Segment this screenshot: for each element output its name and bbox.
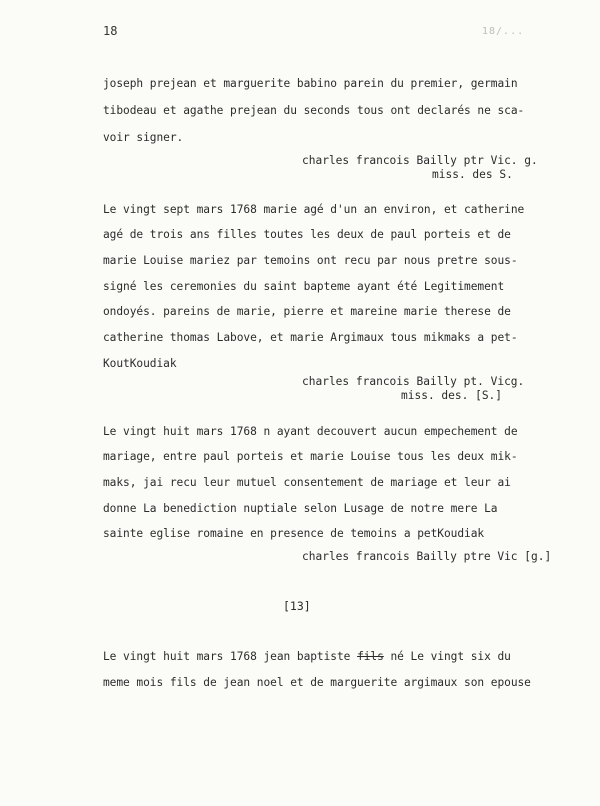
text-line: marie Louise mariez par temoins ont recu par nous pretre sous- bbox=[103, 254, 518, 267]
archive-stamp: 18/... bbox=[482, 26, 525, 37]
struck-word: fils bbox=[357, 650, 384, 663]
text-line bbox=[103, 650, 511, 663]
text-line: mariage, entre paul porteis et marie Louise tous les deux mik- bbox=[103, 450, 518, 463]
text-line: meme mois fils de jean noel et de marguerite argimaux son epouse bbox=[103, 676, 531, 689]
text-line: signé les ceremonies du saint bapteme ayant été Legitimement bbox=[103, 280, 505, 293]
text-line: catherine thomas Labove, et marie Argimaux tous mikmaks a pet- bbox=[103, 331, 518, 344]
signature-line: charles francois Bailly pt. Vicg. bbox=[302, 375, 525, 388]
text-line: KoutKoudiak bbox=[103, 357, 177, 370]
folio-marker: [13] bbox=[283, 599, 311, 613]
text-fragment: Le vingt huit mars 1768 jean baptiste bbox=[103, 650, 358, 663]
text-line: voir signer. bbox=[103, 131, 184, 144]
text-line: agé de trois ans filles toutes les deux de paul porteis et de bbox=[103, 228, 511, 241]
signature-title: miss. des. [S.] bbox=[401, 389, 503, 402]
text-fragment: né Le vingt six du bbox=[383, 650, 511, 663]
text-line: ondoyés. pareins de marie, pierre et mareine marie therese de bbox=[103, 305, 511, 318]
text-line: maks, jai recu leur mutuel consentement de mariage et leur ai bbox=[103, 476, 511, 489]
text-line: joseph prejean et marguerite babino parein du premier, germain bbox=[103, 77, 518, 90]
text-line: tibodeau et agathe prejean du seconds tous ont declarés ne sca- bbox=[103, 104, 525, 117]
text-line: sainte eglise romaine en presence de temoins a petKoudiak bbox=[103, 527, 485, 540]
text-line: Le vingt huit mars 1768 n ayant decouvert aucun empechement de bbox=[103, 425, 518, 438]
page-number: 18 bbox=[103, 24, 118, 38]
text-line: donne La benediction nuptiale selon Lusage de notre mere La bbox=[103, 502, 498, 515]
signature-title: miss. des S. bbox=[432, 168, 513, 181]
signature-line: charles francois Bailly ptre Vic [g.] bbox=[302, 550, 552, 563]
signature-line: charles francois Bailly ptr Vic. g. bbox=[302, 154, 538, 167]
text-line: Le vingt sept mars 1768 marie agé d'un an environ, et catherine bbox=[103, 203, 525, 216]
